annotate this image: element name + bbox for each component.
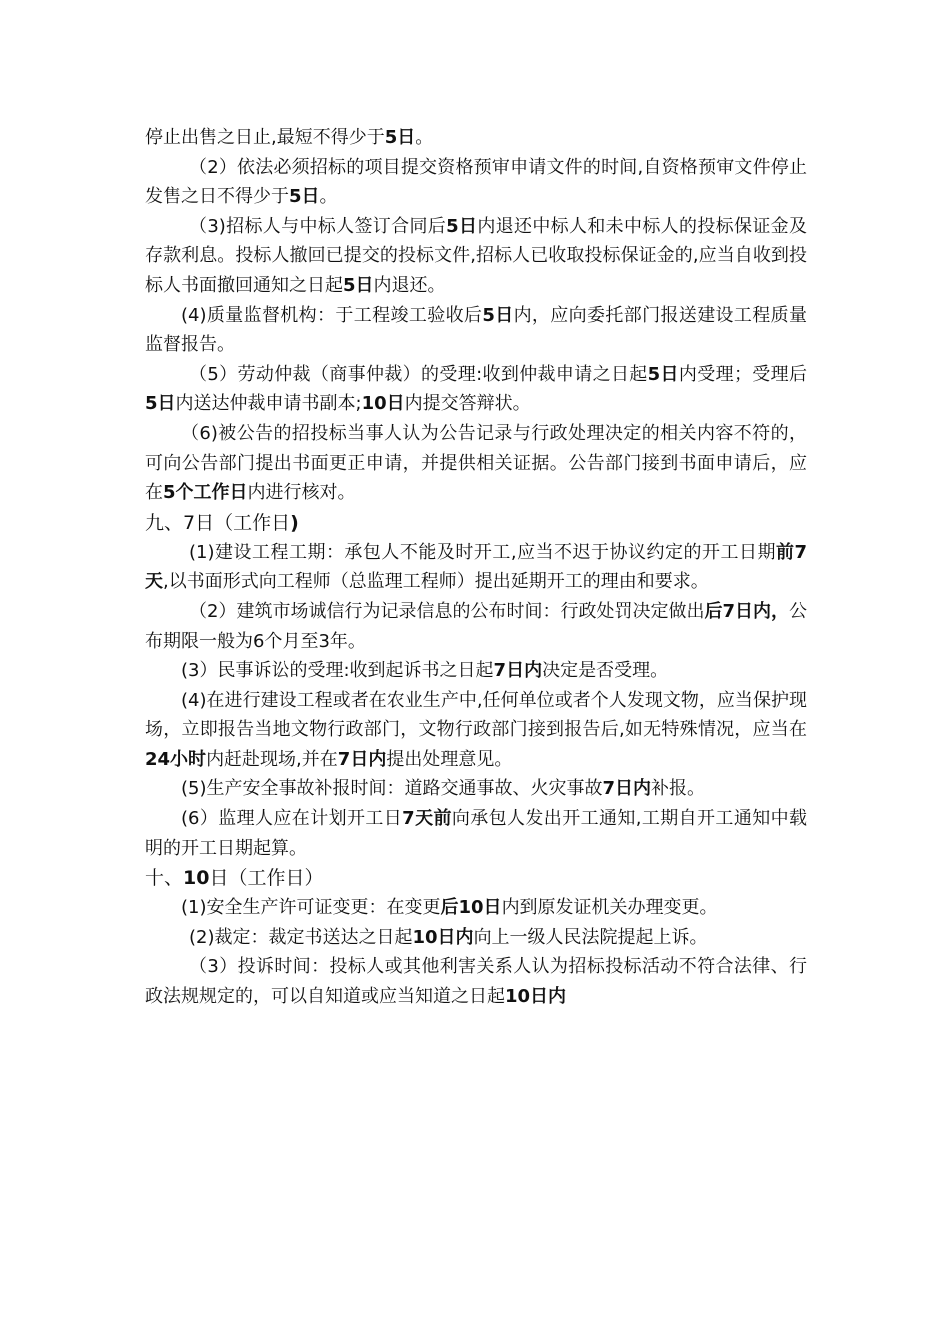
text-run: 内到原发证机关办理变更。 [501, 897, 718, 919]
paragraph [145, 923, 807, 953]
bold-text: 10日 [361, 393, 405, 415]
text-run: (1)建设工程工期：承包人不能及时开工,应当不迟于协议约定的开工日期 [189, 541, 776, 563]
text-run: 内受理；受理后 [678, 363, 807, 385]
paragraph [145, 656, 807, 686]
text-run: 向承包人发出开工通知,工期自开工通知中载明的开工日期起算。 [145, 808, 807, 859]
bold-text: 10日内 [505, 986, 567, 1008]
bold-text: 24小时 [145, 748, 207, 770]
text-run: （2）建筑市场诚信行为记录信息的公布时间：行政处罚决定做出 [189, 600, 705, 622]
paragraph [145, 686, 807, 775]
bold-text: 5日 [289, 186, 320, 208]
bold-text: 5日 [343, 274, 374, 296]
bold-text: 7日内 [602, 778, 652, 800]
text-run: (4)质量监督机构：于工程竣工验收后 [181, 304, 483, 326]
document-body [145, 123, 807, 1012]
text-run: 公布期限一般为6个月至3年。 [145, 600, 807, 652]
text-run: 内退还中标人和未中标人的投标保证金及存款利息。投标人撤回已提交的投标文件,招标人已收取投标保证金的,应当自收到投标人书面撤回通知之日起 [145, 215, 808, 296]
bold-text: 7日内 [493, 660, 543, 682]
text-run: 停止出售之日止,最短不得少于 [145, 127, 385, 148]
text-run: (2)裁定：裁定书送达之日起 [189, 926, 413, 948]
bold-text: 10 [183, 867, 210, 890]
paragraph [145, 360, 807, 419]
bold-text: 5日 [145, 393, 176, 415]
bold-text: 5日 [647, 363, 679, 385]
text-run: ,以书面形式向工程师（总监理工程师）提出延期开工的理由和要求。 [163, 571, 709, 593]
text-run: 。 [319, 186, 338, 208]
text-run: （3)招标人与中标人签订合同后 [189, 215, 447, 237]
text-run: （5）劳动仲裁（商事仲裁）的受理:收到仲裁申请之日起 [189, 363, 648, 385]
paragraph [145, 804, 807, 863]
text-run: (1)安全生产许可证变更：在变更 [181, 897, 441, 919]
paragraph [145, 597, 807, 656]
bold-text: 后10日 [440, 897, 502, 919]
text-run: (4)在进行建设工程或者在农业生产中,任何单位或者个人发现文物，应当保护现场，立即报告当地文物行政部门，文物行政部门接到报告后,如无特殊情况，应当在 [145, 689, 807, 741]
paragraph [145, 774, 807, 804]
text-run: （3）投诉时间：投标人或其他利害关系人认为招标投标活动不符合法律、行政法规规定的，可以自知道或应当知道之日起 [145, 956, 807, 1008]
paragraph [145, 123, 807, 153]
paragraph [145, 538, 807, 597]
text-run: (5)生产安全事故补报时间：道路交通事故、火灾事故 [181, 778, 603, 800]
text-run: 日（工作日） [209, 867, 324, 890]
section-heading [145, 863, 807, 893]
paragraph [145, 212, 807, 301]
text-run: 内提交答辩状。 [404, 393, 531, 415]
text-run: 。 [415, 127, 434, 148]
text-run: （6)被公告的招投标当事人认为公告记录与行政处理决定的相关内容不符的，可向公告部门提出书面更正申请，并提供相关证据。公告部门接到书面申请后，应在 [145, 422, 807, 504]
text-run: （2）依法必须招标的项目提交资格预审申请文件的时间,自资格预审文件停止发售之日不得少于 [145, 156, 807, 208]
bold-text: 5个工作日 [163, 482, 248, 504]
bold-text: 10日内 [412, 926, 474, 948]
paragraph [145, 952, 807, 1011]
bold-text: 5日 [446, 215, 478, 237]
bold-text: 后7日内， [704, 600, 789, 622]
text-run: 十、 [145, 867, 184, 890]
bold-text: ) [290, 511, 299, 534]
text-run: 内进行核对。 [247, 482, 356, 504]
text-run: 内，应向委托部门报送建设工程质量监督报告。 [145, 304, 808, 356]
text-run: (6）监理人应在计划开工日 [181, 808, 403, 830]
text-run: (3）民事诉讼的受理:收到起诉书之日起 [181, 660, 494, 682]
text-run: 提出处理意见。 [386, 748, 513, 770]
text-run: 决定是否受理。 [542, 660, 669, 682]
paragraph [145, 153, 807, 212]
bold-text: 5日 [384, 127, 416, 148]
text-run: 向上一级人民法院提起上诉。 [473, 926, 708, 948]
bold-text: 7天前 [402, 808, 452, 830]
text-run: 内退还。 [373, 274, 446, 296]
text-run: 内送达仲裁申请书副本; [175, 393, 362, 415]
section-heading [145, 508, 807, 538]
paragraph [145, 301, 807, 360]
paragraph [145, 419, 807, 508]
bold-text: 7日内 [337, 748, 387, 770]
text-run: 九、7日（工作日 [145, 511, 291, 534]
bold-text: 5日 [482, 304, 514, 326]
paragraph [145, 893, 807, 923]
bold-text: 前7天 [145, 541, 808, 593]
text-run: 内赶赴现场,并在 [206, 748, 338, 770]
text-run: 补报。 [651, 778, 706, 800]
